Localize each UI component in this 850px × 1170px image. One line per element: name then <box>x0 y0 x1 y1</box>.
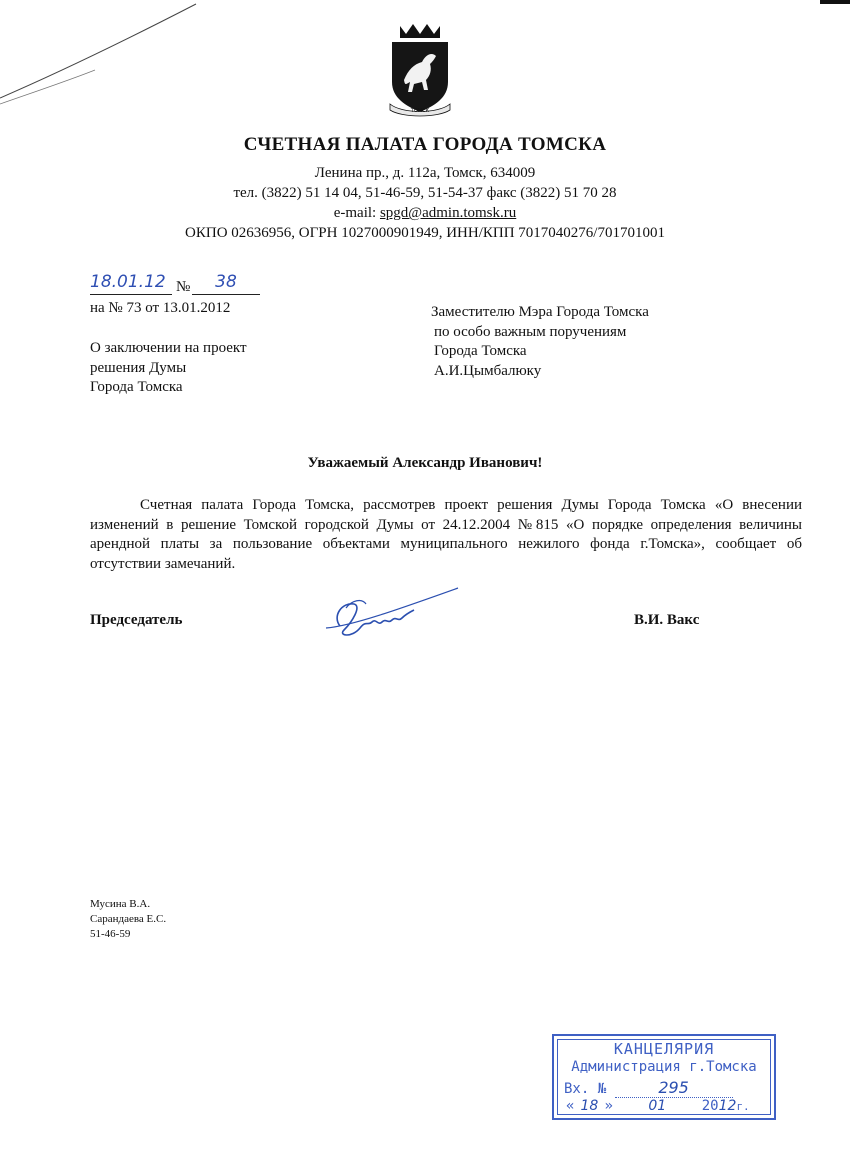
organization-title: СЧЕТНАЯ ПАЛАТА ГОРОДА ТОМСКА <box>243 134 607 155</box>
letter-body: Счетная палата Города Томска, рассмотрев проект решения Думы Города Томска «О внесении изменений в решение Томской городской Думы от 24.12.2004 №815 «О порядке определения величины арендной платы за пользование объектами муниципального нежилого фонда г.Томска», сообщает об отсутствии замечаний. <box>90 497 802 572</box>
stamp-incoming-label: Вх. № <box>564 1081 607 1097</box>
scan-artifact-line <box>0 0 230 110</box>
phones-line: тел. (3822) 51 14 04, 51-46-59, 51-54-37 факс (3822) 51 70 28 <box>233 185 617 201</box>
executor-line: Мусина В.А. <box>90 898 151 910</box>
codes-line: ОКПО 02636956, ОГРН 1027000901949, ИНН/КПП 7017040276/701701001 <box>185 225 665 241</box>
address-line: Ленина пр., д. 112а, Томск, 634009 <box>314 165 536 181</box>
email-link[interactable]: spgd@admin.tomsk.ru <box>379 205 517 221</box>
stamp-year-suffix: г. <box>736 1100 750 1113</box>
email-label: e-mail: <box>333 205 380 221</box>
executor-line: Сарандаева Е.С. <box>90 913 167 925</box>
signatory-name: В.И. Вакс <box>634 612 700 628</box>
addressee-line: Заместителю Мэра Города Томска <box>431 304 649 320</box>
stamp-date-row: « 18 » 01 2012г. <box>566 1098 750 1114</box>
scan-corner-mark <box>820 0 850 4</box>
signatory-title: Председатель <box>90 612 183 628</box>
subject-line: Города Томска <box>90 379 183 395</box>
email-line <box>0 205 850 222</box>
stamp-year-prefix: 20 <box>701 1098 719 1114</box>
executors-block <box>90 897 166 942</box>
executor-line: 51-46-59 <box>90 928 131 940</box>
outgoing-date: 18.01.12 <box>90 272 172 295</box>
addressee-line: Города Томска <box>434 343 527 359</box>
subject-line: О заключении на проект <box>90 340 247 356</box>
stamp-month: 01 <box>621 1098 693 1115</box>
reply-reference: на № 73 от 13.01.2012 <box>90 300 231 316</box>
stamp-day: 18 <box>574 1098 604 1115</box>
stamp-year: 12 <box>718 1098 737 1114</box>
subject-block <box>90 339 247 398</box>
number-label: № <box>176 279 191 295</box>
emblem-motto: ТОМСК <box>410 108 430 114</box>
handwritten-signature <box>322 586 462 646</box>
greeting: Уважаемый Александр Иванович! <box>307 455 543 471</box>
stamp-incoming-number: 295 <box>615 1078 733 1098</box>
subject-line: решения Думы <box>90 359 187 376</box>
stamp-incoming-row <box>564 1078 764 1098</box>
addressee-line: А.И.Цымбалюку <box>434 362 542 379</box>
outgoing-number: 38 <box>192 272 260 295</box>
stamp-administration: Администрация г.Томска <box>571 1059 757 1075</box>
registration-stamp <box>552 1034 776 1120</box>
stamp-office: КАНЦЕЛЯРИЯ <box>613 1040 715 1058</box>
addressee-block <box>431 303 649 381</box>
addressee-line: по особо важным поручениям <box>434 323 627 340</box>
tomsk-coat-of-arms-icon <box>384 18 456 118</box>
